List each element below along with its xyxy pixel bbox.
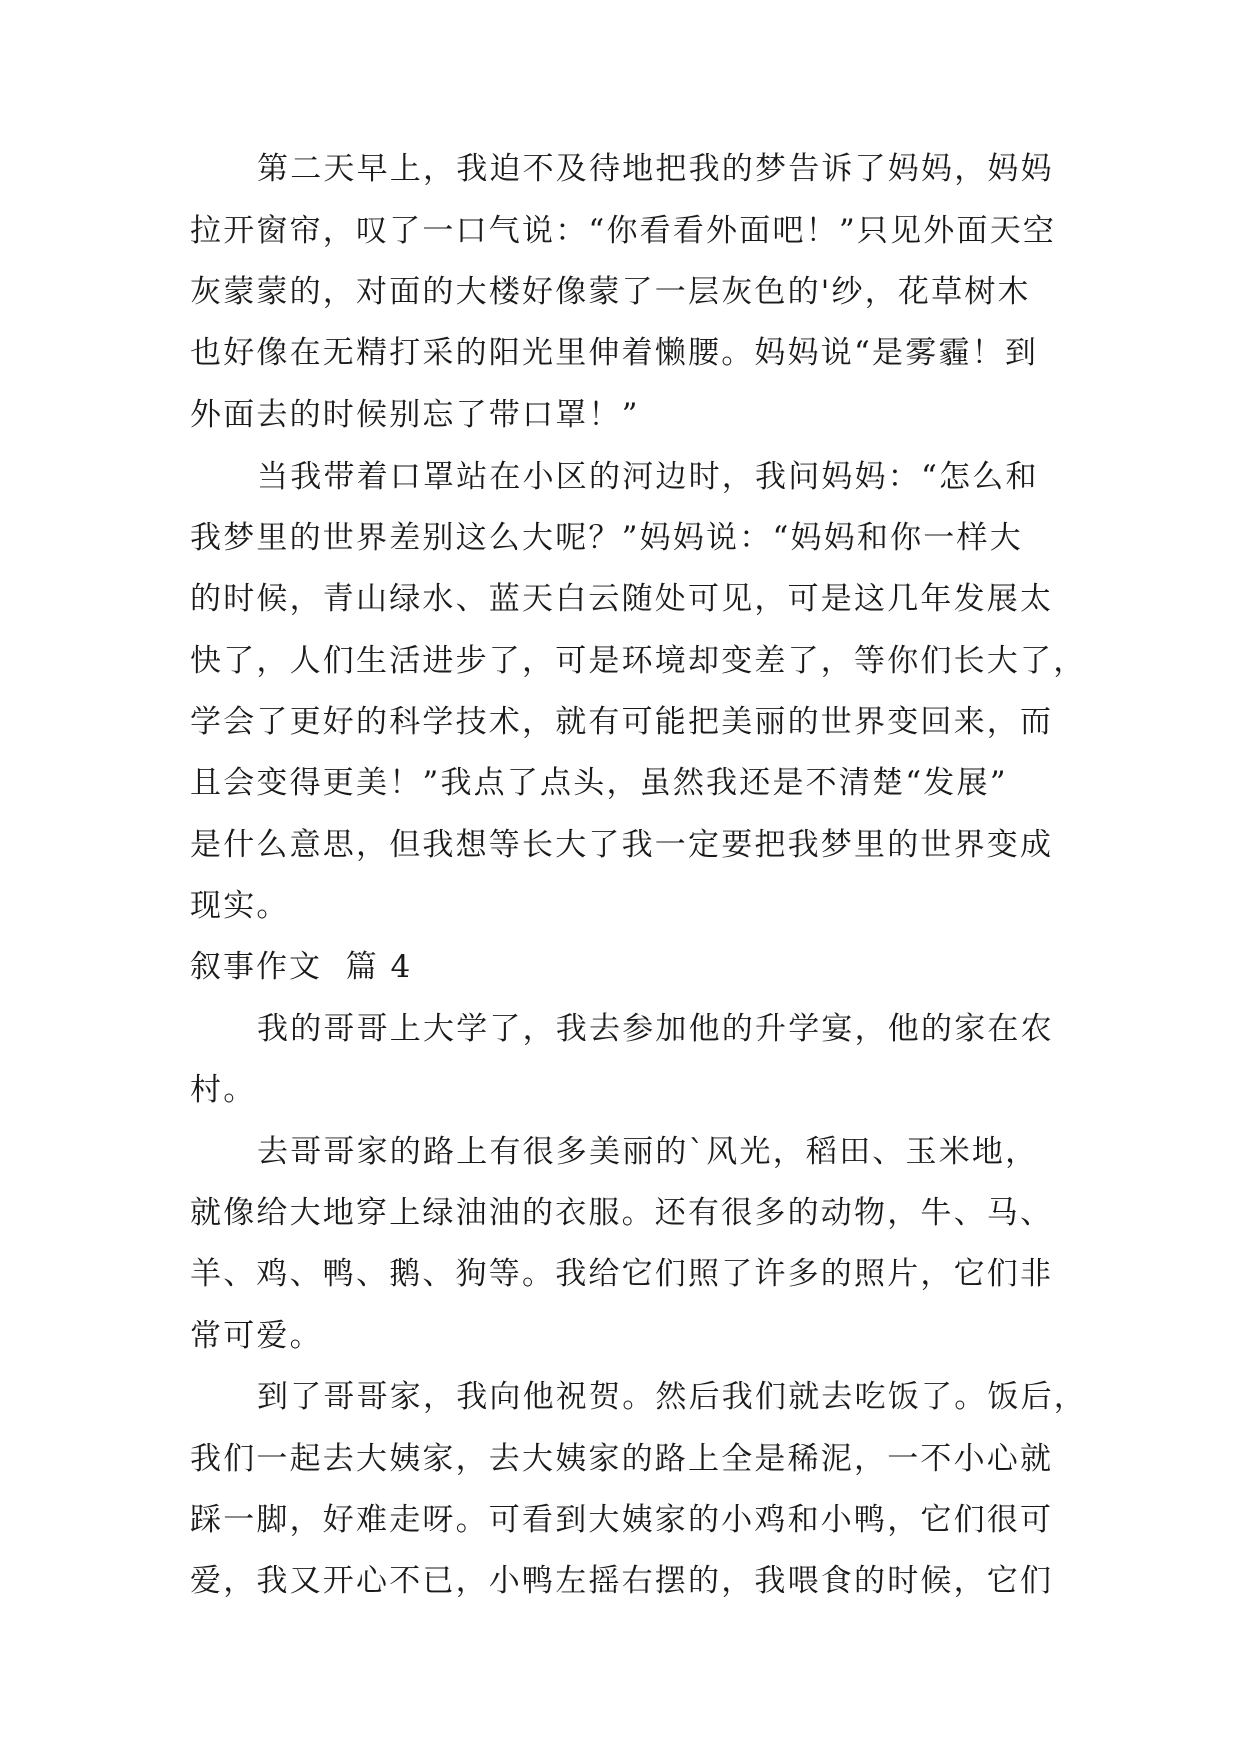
paragraph-line: 也好像在无精打采的阳光里伸着懒腰。妈妈说“是雾霾！到 <box>190 335 1039 371</box>
paragraph-line: 且会变得更美！”我点了点头，虽然我还是不清楚“发展” <box>190 765 1008 801</box>
paragraph-line: 当我带着口罩站在小区的河边时，我问妈妈：“怎么和 <box>257 459 1039 495</box>
paragraph-line: 到了哥哥家，我向他祝贺。然后我们就去吃饭了。饭后， <box>257 1379 1087 1415</box>
paragraph-line: 学会了更好的科学技术，就有可能把美丽的世界变回来，而 <box>190 704 1054 740</box>
paragraph-line: 灰蒙蒙的，对面的大楼好像蒙了一层灰色的'纱，花草树木 <box>190 274 1031 310</box>
paragraph-line: 村。 <box>190 1072 257 1108</box>
paragraph-line: 的时候，青山绿水、蓝天白云随处可见，可是这几年发展太 <box>190 581 1054 617</box>
paragraph-line: 我们一起去大姨家，去大姨家的路上全是稀泥，一不小心就 <box>190 1441 1054 1477</box>
paragraph-line: 羊、鸡、鸭、鹅、狗等。我给它们照了许多的照片，它们非 <box>190 1256 1054 1292</box>
paragraph-line: 去哥哥家的路上有很多美丽的`风光，稻田、玉米地， <box>257 1134 1039 1170</box>
paragraph-line: 常可爱。 <box>190 1318 323 1354</box>
paragraph-line: 是什么意思，但我想等长大了我一定要把我梦里的世界变成 <box>190 827 1054 863</box>
paragraph-line: 第二天早上，我迫不及待地把我的梦告诉了妈妈，妈妈 <box>257 151 1054 187</box>
paragraph-line: 踩一脚，好难走呀。可看到大姨家的小鸡和小鸭，它们很可 <box>190 1502 1054 1538</box>
paragraph-line: 爱，我又开心不已，小鸭左摇右摆的，我喂食的时候，它们 <box>190 1563 1054 1599</box>
paragraph-line: 拉开窗帘，叹了一口气说：“你看看外面吧！”只见外面天空 <box>190 213 1057 249</box>
paragraph-line: 外面去的时候别忘了带口罩！” <box>190 397 640 433</box>
section-heading: 叙事作文 篇 4 <box>190 949 413 985</box>
paragraph-line: 我的哥哥上大学了，我去参加他的升学宴，他的家在农 <box>257 1011 1054 1047</box>
paragraph-line: 我梦里的世界差别这么大呢？”妈妈说：“妈妈和你一样大 <box>190 520 1023 556</box>
paragraph-line: 现实。 <box>190 888 290 924</box>
paragraph-line: 快了，人们生活进步了，可是环境却变差了，等你们长大了， <box>190 643 1087 679</box>
paragraph-line: 就像给大地穿上绿油油的衣服。还有很多的动物，牛、马、 <box>190 1195 1054 1231</box>
